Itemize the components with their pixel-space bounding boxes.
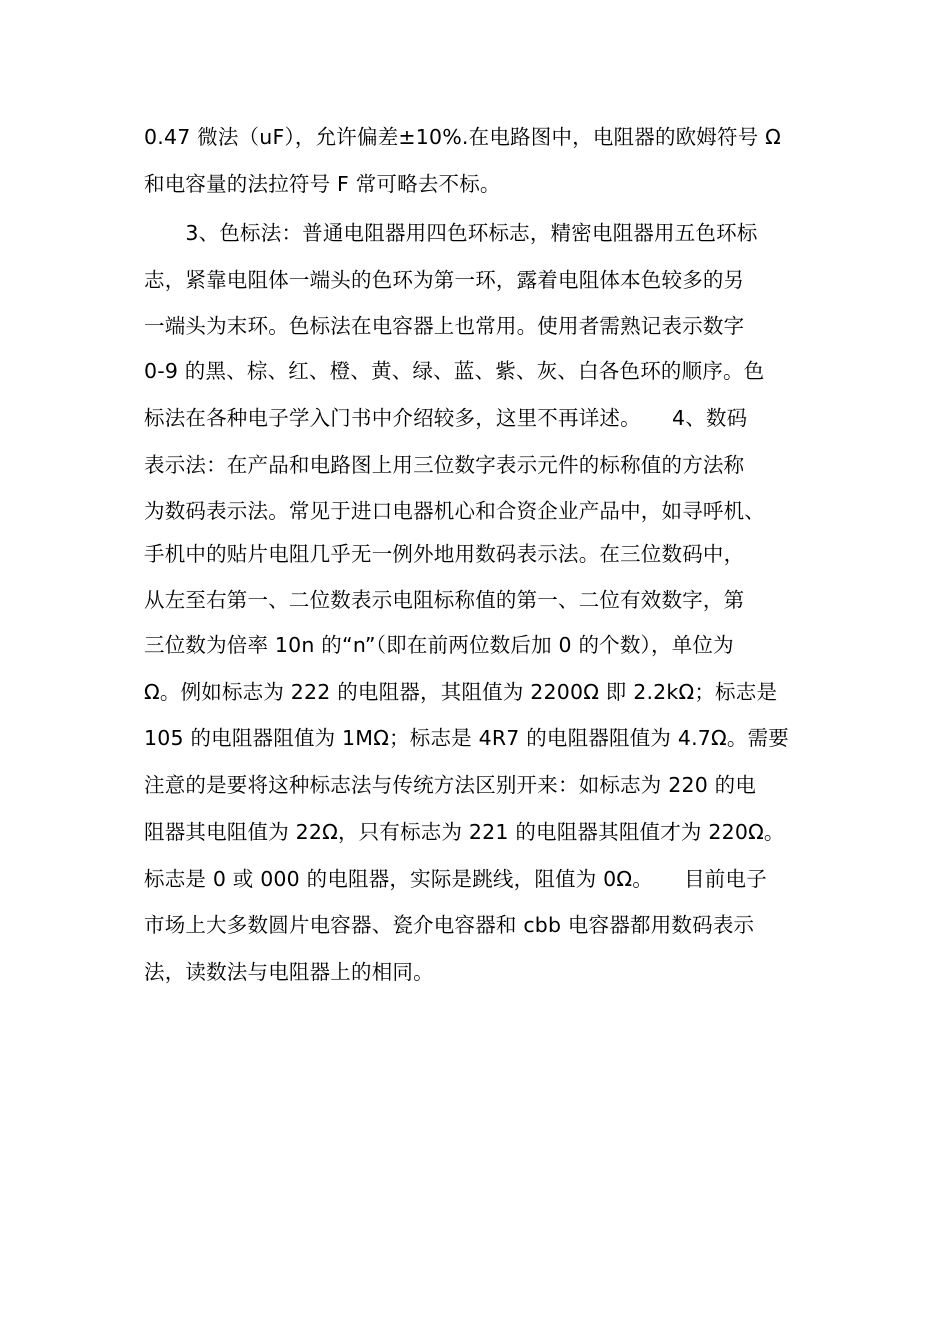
- text-line-3: 3、色标法：普通电阻器用四色环标志，精密电阻器用五色环标: [144, 221, 758, 245]
- text-line-12: 三位数为倍率 10n 的“n”（即在前两位数后加 0 的个数），单位为: [144, 633, 734, 657]
- text-line-8: 表示法：在产品和电路图上用三位数字表示元件的标称值的方法称: [144, 453, 745, 477]
- text-line-13: Ω。例如标志为 222 的电阻器，其阻值为 2200Ω 即 2.2kΩ；标志是: [144, 680, 778, 704]
- text-line-18: 市场上大多数圆片电容器、瓷介电容器和 cbb 电容器都用数码表示: [144, 913, 755, 937]
- text-line-11: 从左至右第一、二位数表示电阻标称值的第一、二位有效数字，第: [144, 588, 745, 612]
- text-line-1: 0.47 微法（uF），允许偏差±10%.在电路图中，电阻器的欧姆符号 Ω: [144, 125, 782, 149]
- text-line-5: 一端头为末环。色标法在电容器上也常用。使用者需熟记表示数字: [144, 314, 745, 338]
- text-line-19: 法，读数法与电阻器上的相同。: [144, 960, 434, 984]
- text-line-15: 注意的是要将这种标志法与传统方法区别开来：如标志为 220 的电: [144, 773, 757, 797]
- text-line-16: 阻器其电阻值为 22Ω，只有标志为 221 的电阻器其阻值才为 220Ω。: [144, 820, 785, 844]
- text-line-17: 标志是 0 或 000 的电阻器，实际是跳线，阻值为 0Ω。 目前电子: [144, 867, 767, 891]
- text-line-14: 105 的电阻器阻值为 1MΩ；标志是 4R7 的电阻器阻值为 4.7Ω。需要: [144, 726, 790, 750]
- text-line-4: 志，紧靠电阻体一端头的色环为第一环，露着电阻体本色较多的另: [144, 268, 745, 292]
- text-line-2: 和电容量的法拉符号 F 常可略去不标。: [144, 172, 501, 196]
- text-line-7: 标法在各种电子学入门书中介绍较多，这里不再详述。 4、数码: [144, 406, 748, 430]
- text-line-10: 手机中的贴片电阻几乎无一例外地用数码表示法。在三位数码中，: [144, 542, 745, 566]
- text-line-6: 0-9 的黑、棕、红、橙、黄、绿、蓝、紫、灰、白各色环的顺序。色: [144, 359, 765, 383]
- text-line-9: 为数码表示法。常见于进口电器机心和合资企业产品中，如寻呼机、: [144, 499, 765, 523]
